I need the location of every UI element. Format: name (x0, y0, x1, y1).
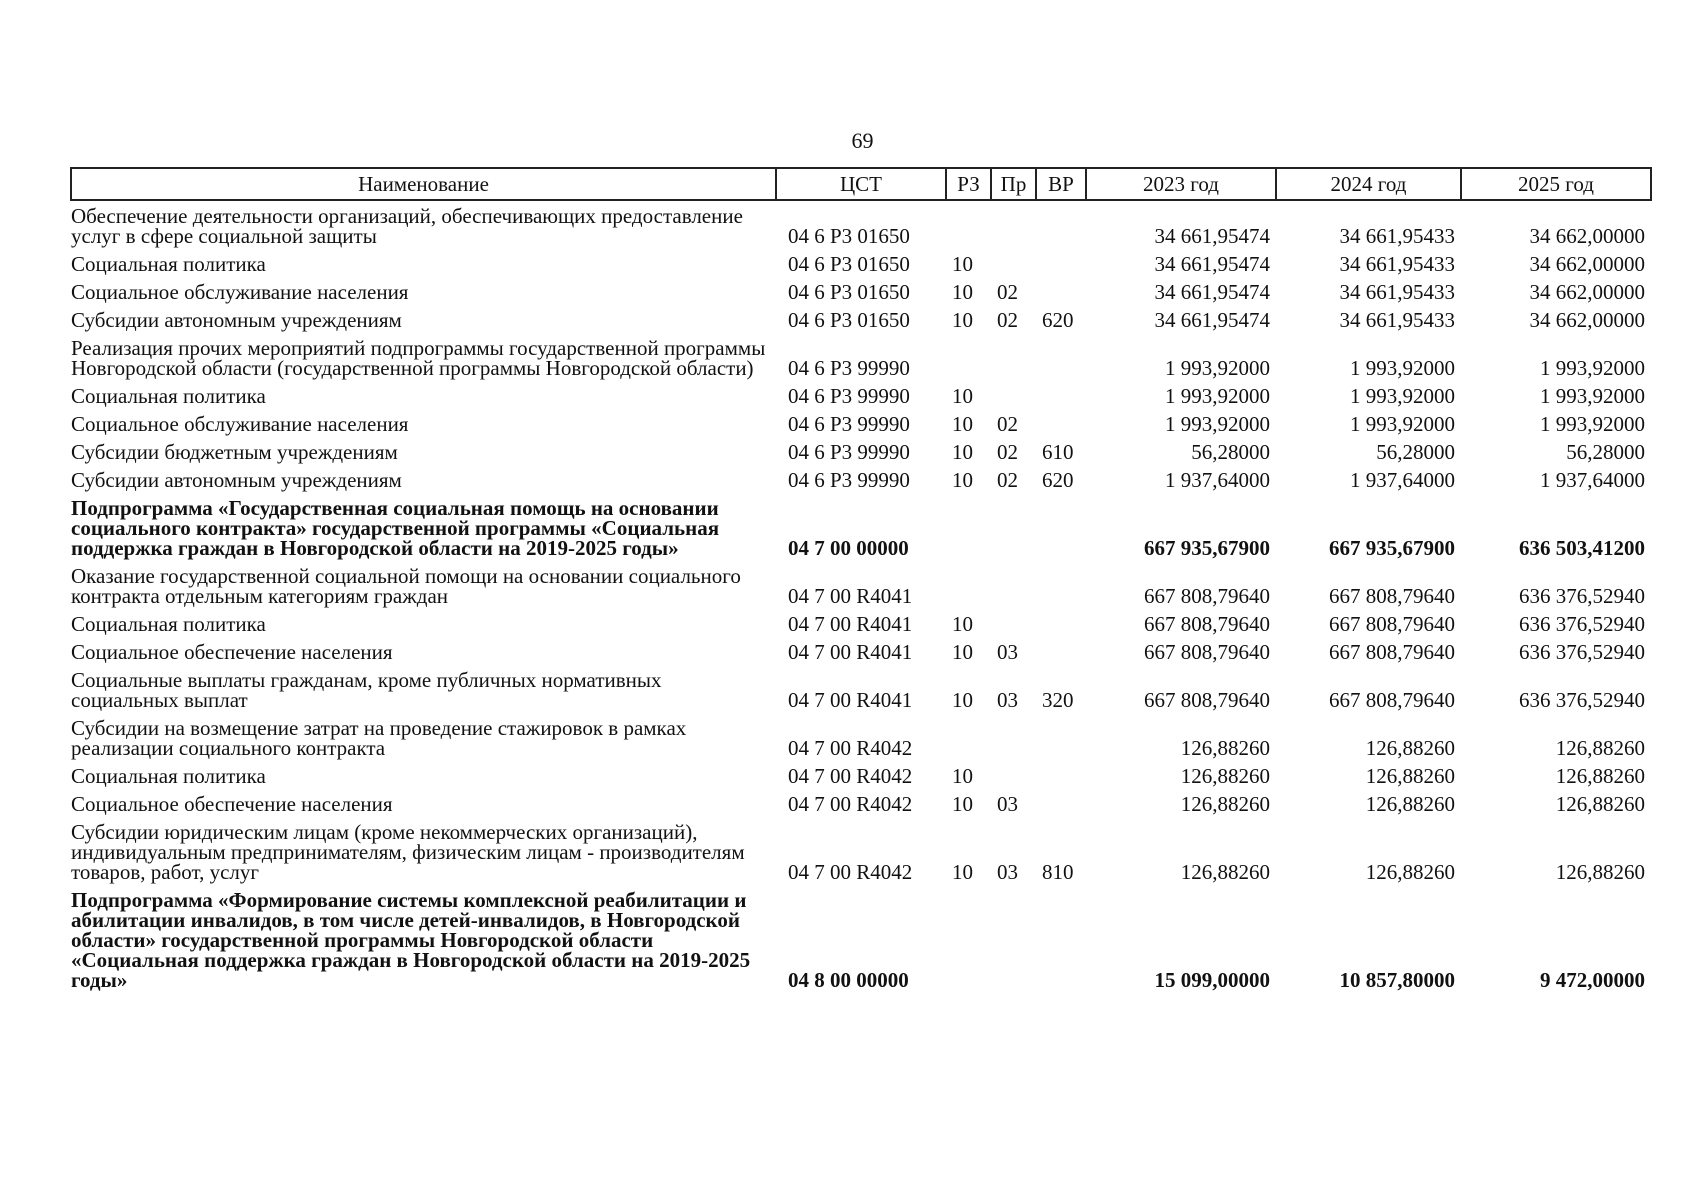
table-header (71, 168, 1651, 200)
cell-2025: 1 937,64000 (1540, 468, 1645, 492)
table-row (71, 465, 1651, 493)
cell-rz (946, 561, 991, 609)
cell-pr: 03 (997, 640, 1018, 664)
table-row (71, 493, 1651, 561)
cell-pr: 02 (997, 412, 1018, 436)
cell-2023: 15 099,00000 (1154, 968, 1270, 992)
cell-cst: 04 7 00 R4041 (788, 584, 913, 608)
cell-cst: 04 6 Р3 01650 (788, 308, 910, 332)
cell-2025: 636 376,52940 (1519, 640, 1645, 664)
cell-vr (1036, 381, 1086, 409)
cell-name: Субсидии бюджетным учреждениям (71, 440, 398, 464)
cell-rz (946, 200, 991, 249)
cell-vr (1036, 761, 1086, 789)
cell-2024: 1 993,92000 (1350, 384, 1455, 408)
cell-rz: 10 (952, 280, 973, 304)
cell-vr: 620 (1042, 468, 1074, 492)
cell-vr (1036, 200, 1086, 249)
cell-cst: 04 6 Р3 99990 (788, 384, 910, 408)
cell-2024: 34 661,95433 (1339, 308, 1455, 332)
cell-2025: 126,88260 (1555, 792, 1645, 816)
cell-pr (991, 249, 1036, 277)
table-row (71, 381, 1651, 409)
table-row (71, 885, 1651, 993)
cell-vr (1036, 885, 1086, 993)
cell-name: Субсидии на возмещение затрат на проведение стажировок в рамках реализации социального контракта (71, 716, 687, 760)
cell-cst: 04 7 00 R4041 (788, 688, 913, 712)
cell-cst: 04 6 Р3 99990 (788, 440, 910, 464)
cell-2023: 667 935,67900 (1144, 536, 1270, 560)
cell-2023: 1 993,92000 (1165, 356, 1270, 380)
cell-2023: 126,88260 (1180, 764, 1270, 788)
cell-2025: 34 662,00000 (1529, 252, 1645, 276)
cell-cst: 04 6 Р3 99990 (788, 412, 910, 436)
cell-name: Подпрограмма «Формирование системы комплексной реабилитации и абилитации инвалидов, в том числе детей-инвалидов, в Новгородской области» государственной программы Новгородской области «Социальная поддержка граждан в Новгородской области на 2019-2025 годы» (71, 888, 751, 992)
cell-pr (991, 761, 1036, 789)
cell-rz (946, 333, 991, 381)
header-2024: 2024 год (1276, 168, 1461, 200)
cell-cst: 04 6 Р3 99990 (788, 468, 910, 492)
cell-name: Подпрограмма «Государственная социальная помощь на основании социального контракта» государственной программы «Социальная поддержка граждан в Новгородской области на 2019-2025 годы» (71, 496, 720, 560)
cell-pr (991, 713, 1036, 761)
cell-name: Социальное обслуживание населения (71, 280, 409, 304)
cell-vr: 810 (1042, 860, 1074, 884)
cell-pr (991, 381, 1036, 409)
cell-rz: 10 (952, 640, 973, 664)
cell-name: Реализация прочих мероприятий подпрограммы государственной программы Новгородской области (государственной программы Новгородской области) (71, 336, 766, 380)
cell-rz: 10 (952, 440, 973, 464)
cell-name: Социальная политика (71, 612, 266, 636)
header-rz: РЗ (946, 168, 991, 200)
cell-2024: 667 808,79640 (1329, 640, 1455, 664)
cell-vr: 620 (1042, 308, 1074, 332)
table-row (71, 637, 1651, 665)
cell-2023: 667 808,79640 (1144, 584, 1270, 608)
cell-2024: 34 661,95433 (1339, 224, 1455, 248)
header-name: Наименование (71, 168, 776, 200)
cell-cst: 04 7 00 R4042 (788, 764, 913, 788)
cell-pr (991, 561, 1036, 609)
cell-rz (946, 885, 991, 993)
cell-2024: 126,88260 (1365, 764, 1455, 788)
cell-name: Социальное обеспечение населения (71, 792, 393, 816)
cell-name: Социальная политика (71, 252, 266, 276)
cell-pr (991, 885, 1036, 993)
cell-rz: 10 (952, 468, 973, 492)
cell-rz (946, 713, 991, 761)
cell-2023: 34 661,95474 (1154, 252, 1270, 276)
cell-2023: 1 937,64000 (1165, 468, 1270, 492)
cell-vr (1036, 789, 1086, 817)
cell-pr: 02 (997, 468, 1018, 492)
cell-cst: 04 6 Р3 99990 (788, 356, 910, 380)
cell-2025: 636 376,52940 (1519, 612, 1645, 636)
table-row (71, 789, 1651, 817)
cell-2023: 126,88260 (1180, 792, 1270, 816)
cell-name: Социальная политика (71, 764, 266, 788)
cell-2024: 1 993,92000 (1350, 356, 1455, 380)
cell-rz: 10 (952, 860, 973, 884)
cell-rz (946, 493, 991, 561)
cell-2024: 667 808,79640 (1329, 584, 1455, 608)
cell-rz: 10 (952, 308, 973, 332)
cell-rz: 10 (952, 688, 973, 712)
cell-name: Субсидии автономным учреждениям (71, 468, 402, 492)
cell-cst: 04 6 Р3 01650 (788, 252, 910, 276)
cell-cst: 04 7 00 R4041 (788, 612, 913, 636)
cell-vr (1036, 333, 1086, 381)
header-vr: ВР (1036, 168, 1086, 200)
cell-2025: 34 662,00000 (1529, 224, 1645, 248)
cell-pr: 02 (997, 280, 1018, 304)
budget-table (70, 167, 1652, 993)
cell-rz: 10 (952, 412, 973, 436)
cell-2025: 636 503,41200 (1519, 536, 1645, 560)
cell-pr: 02 (997, 308, 1018, 332)
cell-2024: 667 935,67900 (1329, 536, 1455, 560)
table-row (71, 761, 1651, 789)
cell-2025: 126,88260 (1555, 860, 1645, 884)
cell-2024: 126,88260 (1365, 792, 1455, 816)
table-row (71, 333, 1651, 381)
cell-pr: 02 (997, 440, 1018, 464)
cell-vr (1036, 493, 1086, 561)
cell-rz: 10 (952, 384, 973, 408)
cell-2023: 126,88260 (1180, 860, 1270, 884)
cell-vr (1036, 713, 1086, 761)
table-row (71, 437, 1651, 465)
cell-pr: 03 (997, 860, 1018, 884)
cell-2025: 1 993,92000 (1540, 356, 1645, 380)
table-row (71, 561, 1651, 609)
cell-2023: 126,88260 (1180, 736, 1270, 760)
cell-2023: 34 661,95474 (1154, 224, 1270, 248)
cell-2023: 56,28000 (1191, 440, 1270, 464)
cell-name: Социальное обеспечение населения (71, 640, 393, 664)
cell-2025: 126,88260 (1555, 736, 1645, 760)
header-cst: ЦСТ (776, 168, 946, 200)
table-row (71, 305, 1651, 333)
cell-cst: 04 7 00 R4042 (788, 792, 913, 816)
cell-2023: 1 993,92000 (1165, 384, 1270, 408)
cell-2025: 1 993,92000 (1540, 412, 1645, 436)
cell-name: Социальные выплаты гражданам, кроме публичных нормативных социальных выплат (71, 668, 662, 712)
cell-cst: 04 7 00 00000 (788, 536, 909, 560)
cell-name: Субсидии юридическим лицам (кроме некоммерческих организаций), индивидуальным предпринимателям, физическим лицам - производителям товаров, работ, услуг (71, 820, 745, 884)
cell-vr (1036, 249, 1086, 277)
cell-pr (991, 200, 1036, 249)
cell-rz: 10 (952, 612, 973, 636)
table-body (71, 200, 1651, 993)
table-row (71, 249, 1651, 277)
cell-rz: 10 (952, 252, 973, 276)
cell-cst: 04 6 Р3 01650 (788, 280, 910, 304)
page-number: 69 (851, 128, 874, 153)
cell-pr (991, 609, 1036, 637)
cell-2023: 34 661,95474 (1154, 308, 1270, 332)
cell-2025: 636 376,52940 (1519, 688, 1645, 712)
cell-vr: 320 (1042, 688, 1074, 712)
table-row (71, 200, 1651, 249)
cell-vr (1036, 277, 1086, 305)
cell-vr: 610 (1042, 440, 1074, 464)
cell-2025: 636 376,52940 (1519, 584, 1645, 608)
cell-2023: 667 808,79640 (1144, 688, 1270, 712)
table-row (71, 277, 1651, 305)
cell-cst: 04 7 00 R4041 (788, 640, 913, 664)
cell-name: Обеспечение деятельности организаций, обеспечивающих предоставление услуг в сфере социальной защиты (71, 204, 743, 248)
cell-cst: 04 6 Р3 01650 (788, 224, 910, 248)
cell-2024: 126,88260 (1365, 860, 1455, 884)
header-pr: Пр (991, 168, 1036, 200)
header-2023: 2023 год (1086, 168, 1276, 200)
cell-2025: 9 472,00000 (1540, 968, 1645, 992)
cell-cst: 04 8 00 00000 (788, 968, 909, 992)
cell-name: Социальная политика (71, 384, 266, 408)
cell-pr: 03 (997, 792, 1018, 816)
cell-2025: 1 993,92000 (1540, 384, 1645, 408)
cell-2024: 1 937,64000 (1350, 468, 1455, 492)
cell-2025: 126,88260 (1555, 764, 1645, 788)
cell-2023: 1 993,92000 (1165, 412, 1270, 436)
cell-pr (991, 333, 1036, 381)
cell-rz: 10 (952, 764, 973, 788)
cell-vr (1036, 637, 1086, 665)
cell-2025: 34 662,00000 (1529, 308, 1645, 332)
cell-rz: 10 (952, 792, 973, 816)
cell-2024: 34 661,95433 (1339, 280, 1455, 304)
table-row (71, 713, 1651, 761)
cell-2024: 667 808,79640 (1329, 612, 1455, 636)
cell-name: Субсидии автономным учреждениям (71, 308, 402, 332)
cell-2023: 34 661,95474 (1154, 280, 1270, 304)
cell-pr: 03 (997, 688, 1018, 712)
cell-2024: 34 661,95433 (1339, 252, 1455, 276)
cell-2024: 1 993,92000 (1350, 412, 1455, 436)
cell-2025: 34 662,00000 (1529, 280, 1645, 304)
cell-2024: 56,28000 (1376, 440, 1455, 464)
cell-cst: 04 7 00 R4042 (788, 736, 913, 760)
cell-2023: 667 808,79640 (1144, 640, 1270, 664)
cell-name: Социальное обслуживание населения (71, 412, 409, 436)
cell-cst: 04 7 00 R4042 (788, 860, 913, 884)
table-row (71, 665, 1651, 713)
header-row (71, 168, 1651, 200)
cell-vr (1036, 609, 1086, 637)
cell-2024: 126,88260 (1365, 736, 1455, 760)
table-row (71, 409, 1651, 437)
cell-2024: 667 808,79640 (1329, 688, 1455, 712)
cell-2023: 667 808,79640 (1144, 612, 1270, 636)
header-2025: 2025 год (1461, 168, 1651, 200)
cell-vr (1036, 561, 1086, 609)
cell-2024: 10 857,80000 (1339, 968, 1455, 992)
cell-vr (1036, 409, 1086, 437)
cell-2025: 56,28000 (1566, 440, 1645, 464)
table-row (71, 609, 1651, 637)
table-row (71, 817, 1651, 885)
cell-name: Оказание государственной социальной помощи на основании социального контракта отдельным категориям граждан (71, 564, 741, 608)
cell-pr (991, 493, 1036, 561)
